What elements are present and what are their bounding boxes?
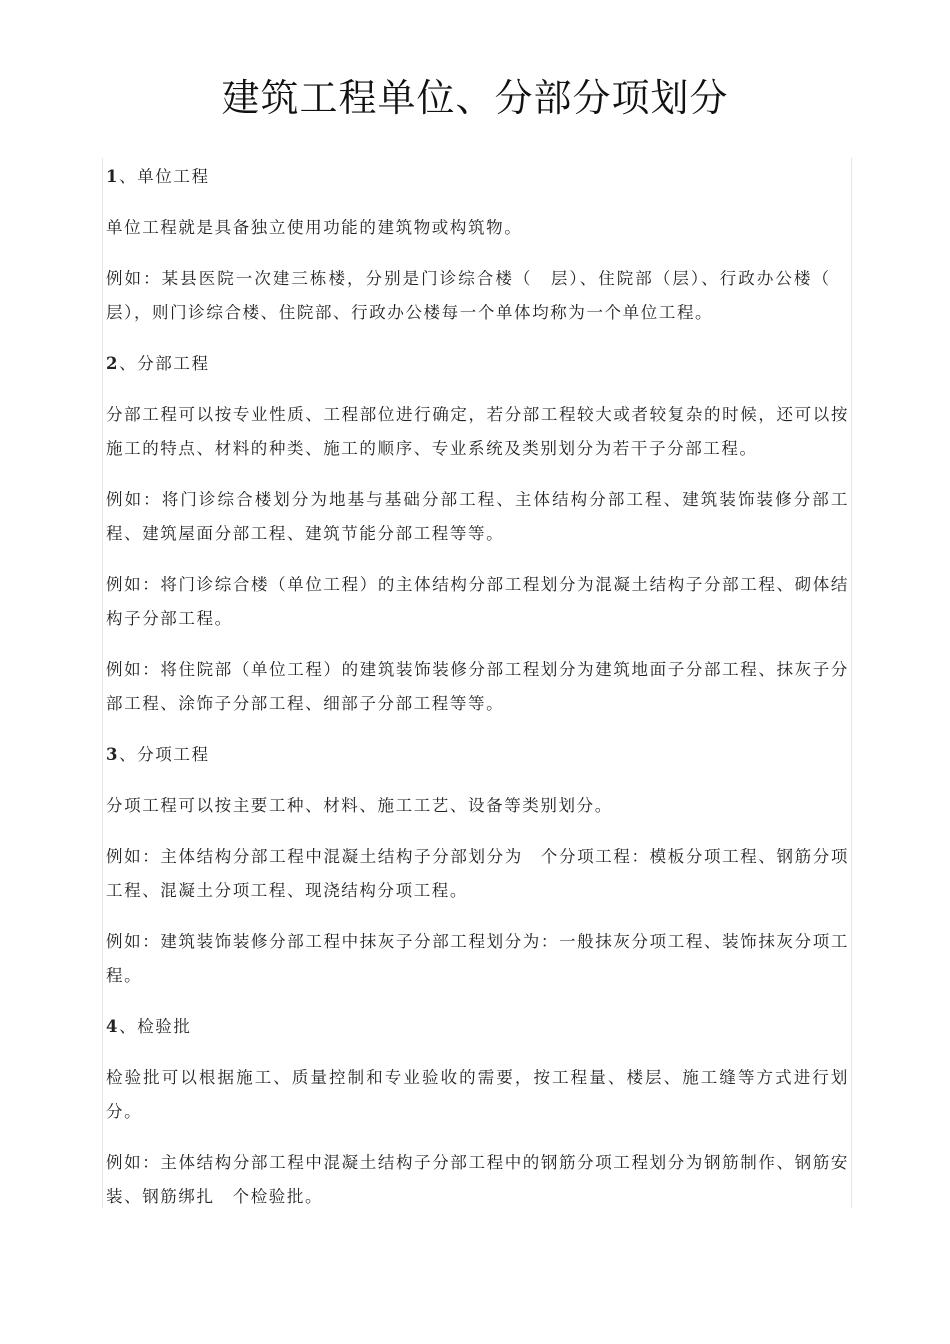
section-number: 3 [106,745,120,764]
section-heading [106,160,849,194]
section-example: 例如：将住院部（单位工程）的建筑装饰装修分部工程划分为建筑地面子分部工程、抹灰子分部工程、涂饰子分部工程、细部子分部工程等等。 [106,660,849,713]
section-definition: 分部工程可以按专业性质、工程部位进行确定，若分部工程较大或者较复杂的时候，还可以按施工的特点、材料的种类、施工的顺序、专业系统及类别划分为若干子分部工程。 [106,405,849,458]
document-body [102,158,852,1208]
example-text: 例如：主体结构分部工程中混凝土结构子分部工程中的钢筋分项工程划分为钢筋制作、钢筋安装、钢筋绑扎 [106,1153,849,1206]
example-text: 层），则门诊综合楼、住院部、行政办公楼每一个单体均称为一个单位工程。 [106,303,714,322]
section-example: 例如：将门诊综合楼（单位工程）的主体结构分部工程划分为混凝土结构子分部工程、砌体结构子分部工程。 [106,575,849,628]
example-text: 层）、行政办公楼（ [672,269,831,288]
section-example [106,840,849,908]
example-text: 例如：某县医院一次建三栋楼，分别是门诊综合楼（ [106,269,533,288]
document-title: 建筑工程单位、分部分项划分 [221,76,729,120]
section-definition: 单位工程就是具备独立使用功能的建筑物或构筑物。 [106,218,523,237]
section-example [106,262,849,330]
section-title: 、检验批 [119,1017,192,1036]
section-heading [106,738,849,772]
example-text: 个分项工程：模板分项工程、钢筋分项工程、混凝土分项工程、现浇结构分项工程。 [106,847,849,900]
section-number: 2 [106,354,120,373]
section-title: 、分项工程 [119,745,210,764]
example-text: 例如：主体结构分部工程中混凝土结构子分部划分为 [106,847,523,866]
section-example: 例如：将门诊综合楼划分为地基与基础分部工程、主体结构分部工程、建筑装饰装修分部工程、建筑屋面分部工程、建筑节能分部工程等等。 [106,490,849,543]
section-definition: 分项工程可以按主要工种、材料、施工工艺、设备等类别划分。 [106,796,613,815]
section-number: 4 [106,1017,120,1036]
section-heading [106,1010,849,1044]
section-title: 、分部工程 [119,354,210,373]
section-title: 、单位工程 [119,167,210,186]
example-text: 个检验批。 [232,1187,324,1206]
section-definition: 检验批可以根据施工、质量控制和专业验收的需要，按工程量、楼层、施工缝等方式进行划分。 [106,1068,849,1121]
section-example [106,1146,849,1214]
section-number: 1 [106,167,120,186]
section-heading [106,347,849,381]
example-text: 层）、住院部（ [550,269,673,288]
section-example: 例如：建筑装饰装修分部工程中抹灰子分部工程划分为：一般抹灰分项工程、装饰抹灰分项工程。 [106,932,849,985]
